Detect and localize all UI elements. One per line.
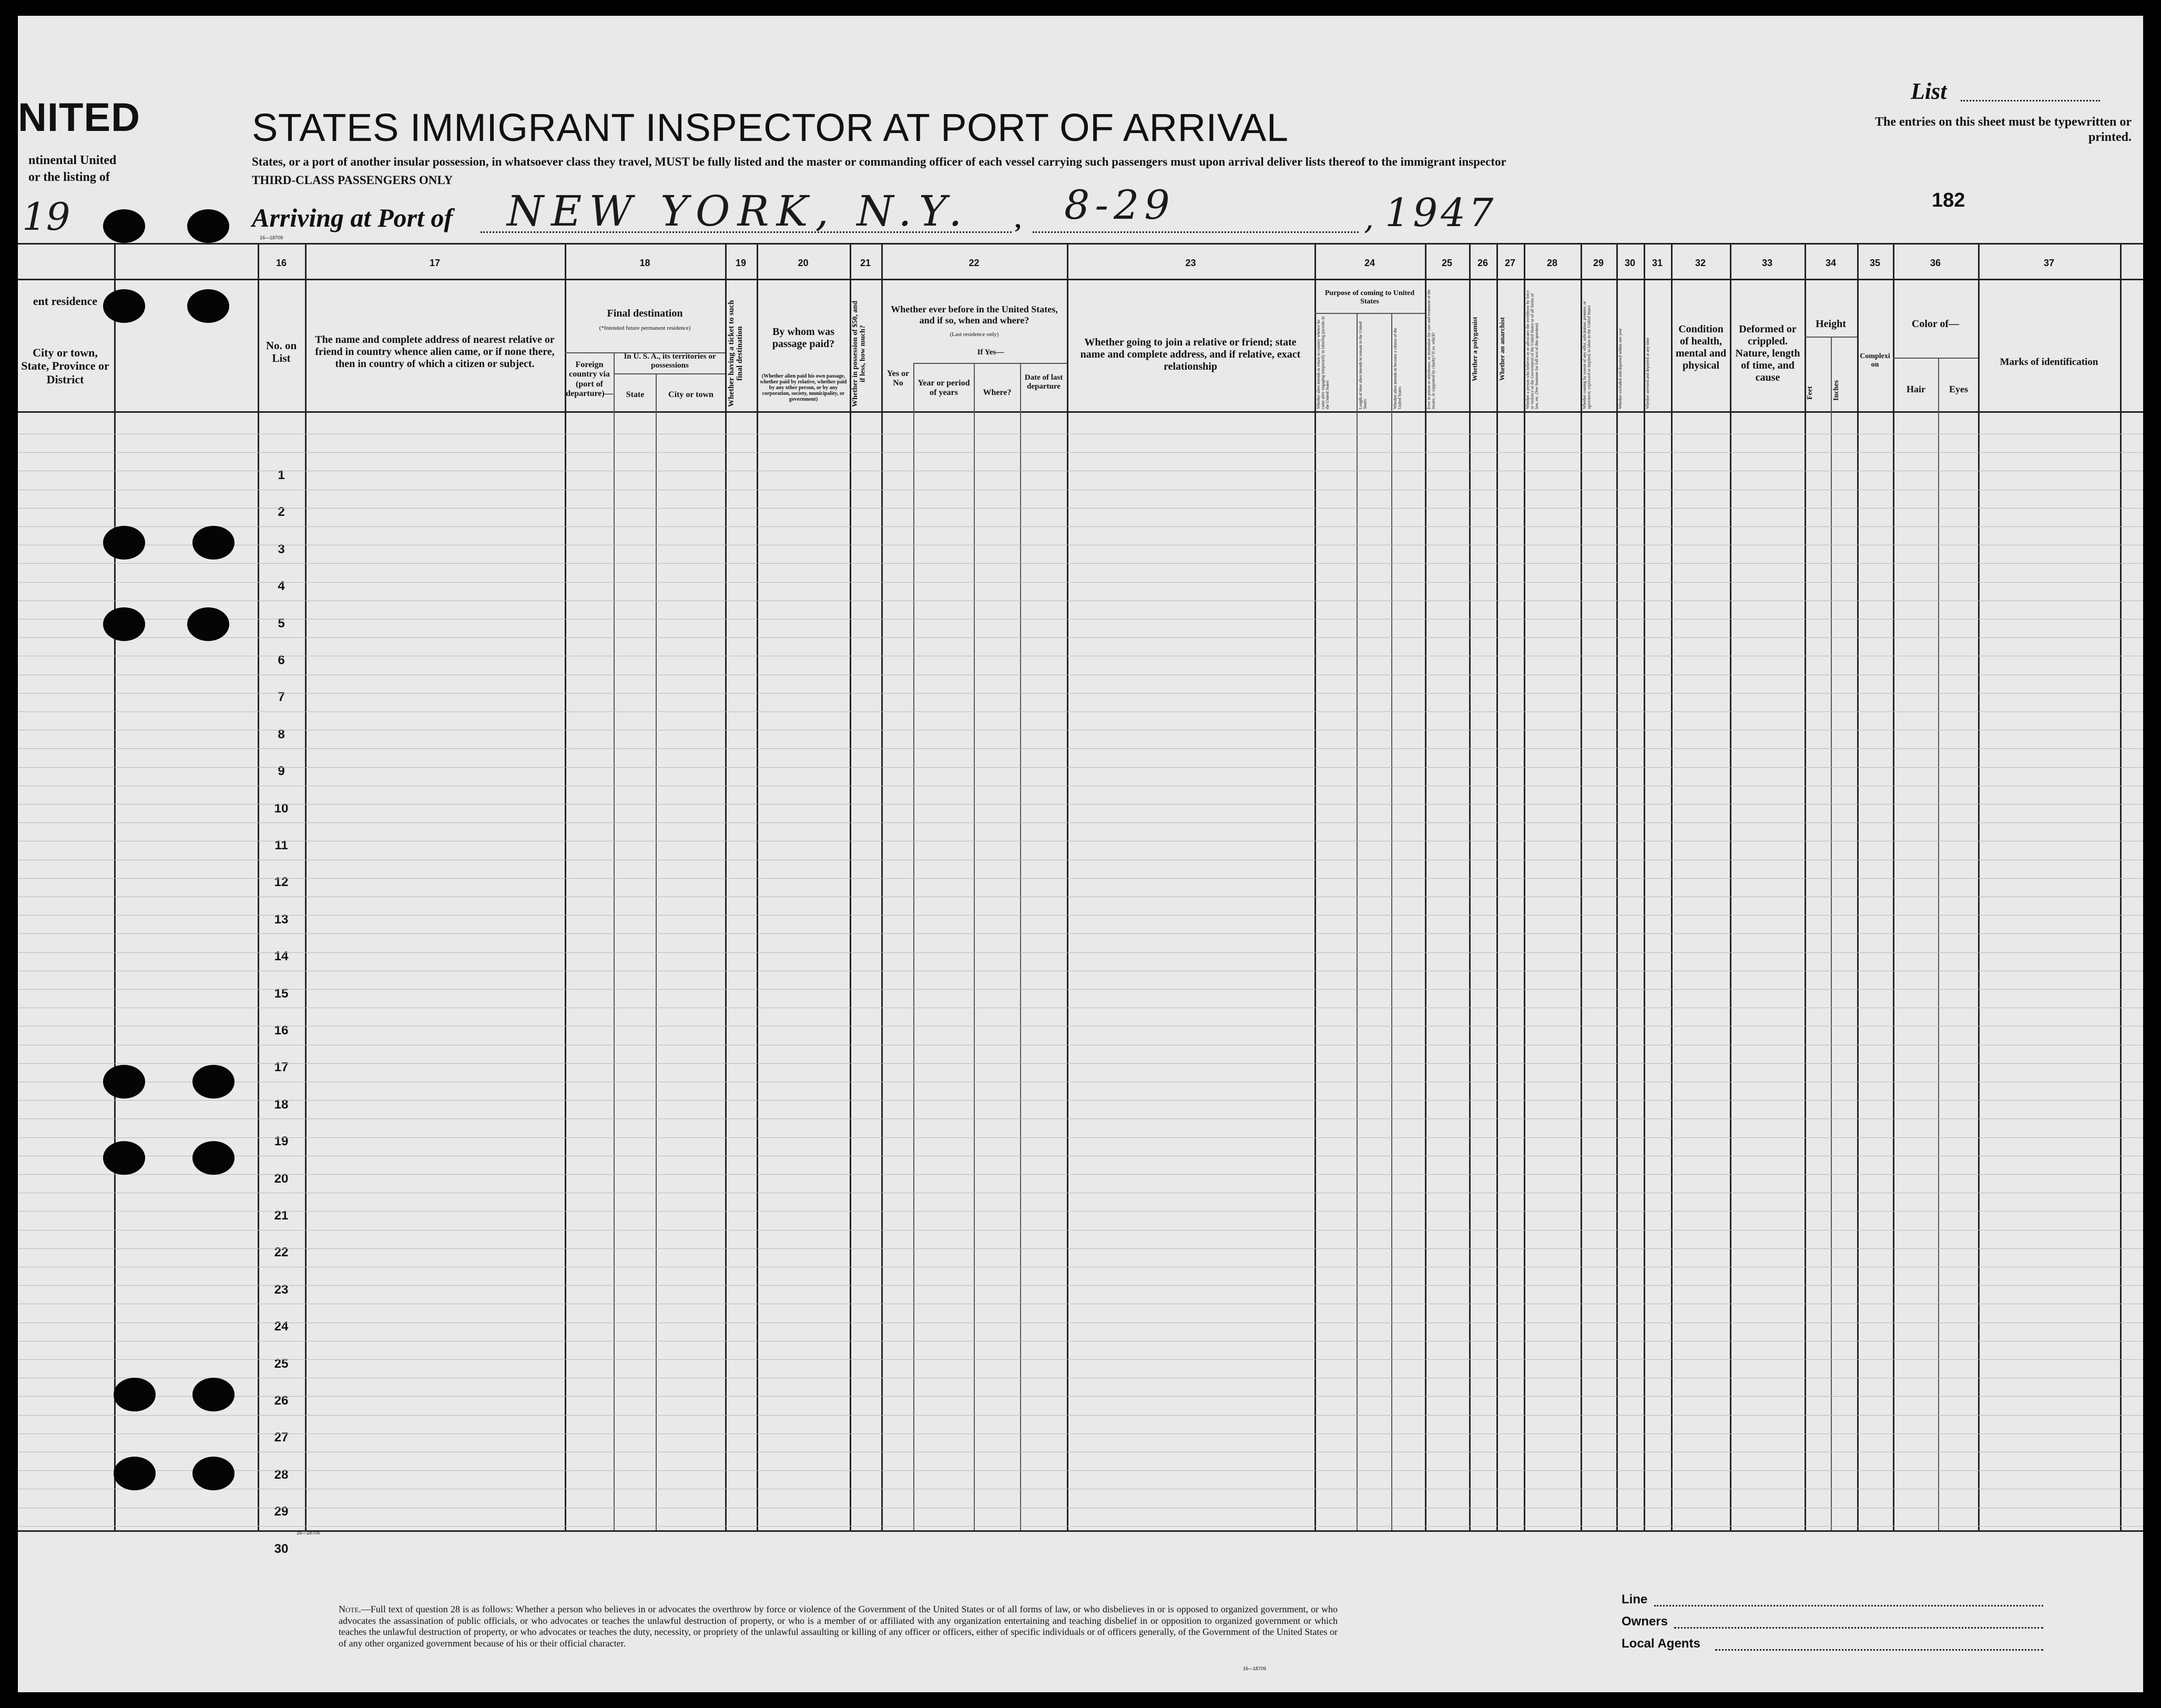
form-code-top: 16—18709	[260, 235, 283, 240]
left-page-text-2: or the listing of	[28, 170, 110, 184]
left-city-label: City or town, State, Province or District	[21, 346, 109, 386]
column-number-band-rule	[18, 279, 2143, 280]
col-25-header: Ever in prison or almshouse, or institution for care and treatment of the insane, or supported by charity? If so, which?	[1426, 289, 1436, 409]
row-rule	[18, 1285, 2143, 1286]
row-rule	[18, 952, 2143, 953]
punch-hole	[192, 1378, 235, 1411]
col-number-37: 37	[2043, 258, 2055, 268]
col-34-head-rule	[1805, 337, 1857, 338]
col-number-32: 32	[1695, 258, 1706, 268]
port-comma: ,	[1015, 206, 1021, 233]
row-number: 23	[274, 1282, 289, 1297]
col-18-city-header: City or town	[668, 390, 713, 399]
row-rule	[18, 452, 2143, 453]
col-number-25: 25	[1441, 258, 1453, 268]
punch-hole	[192, 526, 235, 560]
col-22-head-rule	[913, 363, 1067, 364]
row-rule	[18, 563, 2143, 564]
col-24-title: Purpose of coming to United States	[1324, 289, 1415, 306]
punch-hole	[187, 607, 229, 641]
col-36-hair-header: Hair	[1907, 384, 1925, 394]
row-number: 17	[274, 1060, 289, 1075]
col-22-year-right	[974, 363, 975, 1530]
row-rule	[18, 767, 2143, 768]
year-value[interactable]: 1947	[1385, 190, 1497, 236]
col-24-a-header: Whether alien intends to return to country whence he came after engaging temporarily in laboring pursuits in the United States	[1316, 316, 1330, 409]
date-field-line	[1033, 231, 1359, 233]
left-col-divider	[114, 243, 116, 1530]
line-label: Line	[1622, 1592, 1648, 1607]
year-comma: ,	[1364, 200, 1374, 237]
col-33-left	[1730, 243, 1731, 1530]
col-number-35: 35	[1869, 258, 1881, 268]
punch-hole	[114, 1378, 156, 1411]
col-18-subtitle: (*Intended future permanent residence)	[599, 325, 691, 331]
col-21-header: Whether in possession of $50, and if less, how much?	[851, 300, 867, 407]
col-20-header: By whom was passage paid?	[772, 326, 835, 350]
col-number-30: 30	[1624, 258, 1636, 268]
row-number: 10	[274, 801, 289, 816]
row-number: 4	[278, 579, 285, 594]
row-number: 11	[274, 838, 288, 852]
col-36-head-rule	[1893, 358, 1978, 359]
col-32-left	[1671, 243, 1673, 1530]
col-16-header: No. on List	[266, 339, 297, 365]
row-number: 3	[278, 542, 285, 556]
col-37-right	[2120, 243, 2122, 1530]
col-34-inches-header: Inches	[1832, 380, 1840, 401]
row-number: 9	[278, 764, 285, 779]
punch-hole	[103, 526, 145, 560]
table-bottom-rule	[18, 1530, 2143, 1532]
col-36-header: Color of—	[1911, 318, 1960, 330]
instructions-text: States, or a port of another insular possession, in whatsoever class they travel, MUST be fully listed and the master or commanding officer of each vessel carrying such passengers must upon arrival deliver lists thereof to the immigrant inspector	[252, 155, 1506, 168]
punch-hole	[103, 209, 145, 243]
row-rule	[18, 637, 2143, 638]
col-22-where-header: Where?	[983, 388, 1012, 397]
row-rule	[18, 1470, 2143, 1471]
date-value[interactable]: 8-29	[1064, 181, 1175, 228]
agents-label: Local Agents	[1622, 1636, 1700, 1651]
footnote	[339, 1604, 1338, 1649]
row-number: 16	[274, 1023, 289, 1038]
left-page-text-1: ntinental United	[28, 154, 117, 167]
col-28-header: Whether a person who believes in or advocates the overthrow by force or violence of the Government of the United States or of all forms of law, etc. (See footnote for full text of this question)	[1525, 290, 1539, 409]
col-number-27: 27	[1504, 258, 1516, 268]
col-34-header: Height	[1816, 318, 1846, 330]
col-29-header: Whether coming by reason of any offer, solicitation, promise, or agreement, expressed or implied, to labor in the United States	[1582, 301, 1592, 409]
row-rule	[18, 1359, 2143, 1360]
col-36-eyes-header: Eyes	[1949, 384, 1968, 394]
col-27-header: Whether an anarchist	[1498, 317, 1506, 381]
col-number-28: 28	[1546, 258, 1558, 268]
col-22-left	[881, 243, 883, 1530]
col-22-year-header: Year or period of years	[918, 379, 970, 398]
row-rule	[18, 822, 2143, 823]
page-title: STATES IMMIGRANT INSPECTOR AT PORT OF ARRIVAL	[252, 106, 1289, 149]
col-27-left	[1496, 243, 1498, 1530]
col-31-left	[1644, 243, 1645, 1530]
sheet-number: 182	[1932, 189, 1965, 211]
col-17-left	[305, 243, 307, 1530]
form-code-bottom: 16—18709	[297, 1530, 320, 1536]
col-24-left	[1314, 243, 1316, 1530]
arriving-label: Arriving at Port of	[252, 203, 453, 232]
col-number-17: 17	[429, 258, 441, 268]
col-30-header: Whether excluded and deported within one year	[1618, 328, 1623, 409]
col-22-header: Whether ever before in the United States, and if so, when and where?	[891, 304, 1058, 326]
col-number-26: 26	[1477, 258, 1489, 268]
owners-label: Owners	[1622, 1614, 1668, 1629]
col-34-left	[1805, 243, 1806, 1530]
row-rule	[18, 711, 2143, 712]
col-23-header: Whether going to join a relative or friend; state name and complete address, and if relative, exact relationship	[1080, 337, 1301, 372]
punch-hole	[192, 1457, 235, 1490]
row-rule	[18, 878, 2143, 879]
port-value[interactable]: NEW YORK, N.Y.	[507, 187, 970, 236]
agents-field[interactable]	[1715, 1649, 2043, 1651]
col-number-31: 31	[1652, 258, 1663, 268]
row-number: 22	[274, 1245, 289, 1260]
row-number: 21	[274, 1208, 289, 1223]
col-24-c-header: Whether alien intends to become a citizen of the United States	[1393, 328, 1402, 409]
col-23-left	[1067, 243, 1068, 1530]
punch-hole	[103, 1141, 145, 1175]
col-18-sub-rule	[614, 373, 725, 374]
punch-hole	[103, 607, 145, 641]
punch-hole	[192, 1141, 235, 1175]
row-number: 12	[274, 875, 289, 890]
col-24-head-rule	[1314, 313, 1425, 314]
row-number: 19	[274, 1134, 289, 1149]
col-37-left	[1978, 243, 1980, 1530]
row-number: 29	[274, 1504, 289, 1519]
col-number-18: 18	[639, 258, 650, 268]
list-label: List	[1911, 78, 1947, 104]
class-note: THIRD-CLASS PASSENGERS ONLY	[252, 174, 453, 187]
row-number: 5	[278, 616, 285, 631]
col-37-header: Marks of identification	[2000, 357, 2098, 368]
punch-hole	[187, 289, 229, 323]
col-22-yes-right	[913, 363, 914, 1530]
row-number: 24	[274, 1319, 289, 1334]
col-number-29: 29	[1593, 258, 1604, 268]
col-24-a-right	[1357, 313, 1358, 1530]
col-number-22: 22	[969, 258, 980, 268]
row-number: 30	[274, 1541, 289, 1556]
col-31-header: Whether arrested and deported at any time	[1645, 338, 1650, 409]
col-33-header: Deformed or crippled. Nature, length of time, and cause	[1735, 323, 1800, 383]
owners-field[interactable]	[1674, 1627, 2043, 1629]
col-19-left	[725, 243, 727, 1530]
row-number: 25	[274, 1356, 289, 1371]
footnote-label: Note.	[339, 1604, 361, 1614]
row-rule	[18, 989, 2143, 990]
punch-hole	[192, 1065, 235, 1099]
row-number: 28	[274, 1467, 289, 1482]
row-number: 27	[274, 1430, 289, 1445]
row-rule	[18, 1174, 2143, 1175]
col-18-foreign-header: Foreign country via (port of departure)—	[566, 360, 613, 399]
col-18-foreign-right	[614, 352, 615, 1530]
col-36-hair-right	[1938, 358, 1939, 1530]
col-19-header: Whether having a ticket to such final destination	[727, 300, 744, 408]
row-rule	[18, 1063, 2143, 1064]
col-16-left	[258, 243, 259, 1530]
col-20-subheader: (Whether alien paid his own passage, whether paid by relative, whether paid by any other person, or by any corporation, society, municipality, or government)	[760, 373, 847, 402]
col-number-33: 33	[1761, 258, 1773, 268]
col-24-b-right	[1391, 313, 1392, 1530]
col-20-left	[757, 243, 758, 1530]
punch-hole	[103, 289, 145, 323]
punch-hole	[114, 1457, 156, 1490]
col-number-19: 19	[735, 258, 747, 268]
list-field-line	[1961, 100, 2100, 101]
col-number-24: 24	[1364, 258, 1375, 268]
col-22-ifyes-header: If Yes—	[977, 348, 1004, 357]
col-24-b-header: Length of time alien intends to remain in the United States	[1358, 321, 1368, 409]
line-field[interactable]	[1654, 1605, 2043, 1607]
col-30-left	[1616, 243, 1618, 1530]
left-page-title-fragment: NITED	[18, 95, 140, 140]
col-22-date-header: Date of last departure	[1024, 373, 1063, 391]
row-rule	[18, 1211, 2143, 1212]
col-number-20: 20	[798, 258, 809, 268]
col-18-title: Final destination	[607, 308, 683, 319]
row-rule	[18, 804, 2143, 805]
row-rule	[18, 526, 2143, 527]
col-29-left	[1581, 243, 1582, 1530]
row-rule	[18, 1396, 2143, 1397]
row-number: 8	[278, 727, 285, 741]
row-number: 15	[274, 986, 289, 1001]
row-number: 1	[278, 468, 285, 482]
row-number: 13	[274, 912, 289, 927]
entries-note: The entries on this sheet must be typewritten or printed.	[1875, 115, 2132, 144]
row-number: 2	[278, 505, 285, 520]
table-top-rule	[18, 243, 2143, 245]
row-number: 20	[274, 1171, 289, 1186]
row-number: 18	[274, 1097, 289, 1112]
row-number: 6	[278, 653, 285, 667]
col-number-23: 23	[1185, 258, 1196, 268]
col-number-21: 21	[860, 258, 871, 268]
col-34-feet-header: Feet	[1806, 386, 1814, 400]
col-26-left	[1469, 243, 1471, 1530]
punch-hole	[103, 1065, 145, 1099]
col-32-header: Condition of health, mental and physical	[1675, 323, 1727, 371]
row-rule	[18, 582, 2143, 583]
left-page-handwritten: 19	[22, 195, 70, 239]
col-22-yesno-header: Yes or No	[886, 369, 910, 388]
footnote-code: 16—18709	[1243, 1666, 1267, 1671]
col-18-state-header: State	[626, 390, 645, 399]
row-rule	[18, 1230, 2143, 1231]
col-18-usa-header: In U. S. A., its territories or possessions	[624, 352, 716, 370]
col-22-subheader: (Last residence only)	[950, 331, 999, 338]
col-number-34: 34	[1825, 258, 1837, 268]
col-25-left	[1425, 243, 1426, 1530]
row-rule	[18, 1137, 2143, 1138]
col-26-header: Whether a polygamist	[1471, 317, 1479, 382]
col-35-left	[1857, 243, 1859, 1530]
left-residence-label: ent residence	[33, 294, 98, 308]
footnote-text: —Full text of question 28 is as follows: Whether a person who believes in or advocates the overthrow by force or violence of the Government of the United States or of all forms of law, or who disbelieves in or is opposed to organized government, or who advocates the assassination of public officials, or who advocates or teaches the unlawful destruction of property, or who is a member of or affiliated with any organization entertaining and teaching disbelief in or opposition to organized government or which teaches the unlawful destruction of property, or who advocates or teaches the duty, necessity, or propriety of the unlawful assaulting or killing of any officer or officers, either of specific individuals or of officers generally, of the Government of the United States or of any other organized government because of his or their official character.	[339, 1604, 1338, 1649]
row-number: 14	[274, 949, 289, 964]
row-number: 7	[278, 690, 285, 705]
col-17-header: The name and complete address of nearest relative or friend in country whence alien came, or if none there, then in country of which a citizen or subject.	[315, 334, 555, 370]
col-28-left	[1524, 243, 1525, 1530]
row-rule	[18, 508, 2143, 509]
row-rule	[18, 933, 2143, 934]
col-36-left	[1893, 243, 1894, 1530]
col-number-16: 16	[276, 258, 287, 268]
row-rule	[18, 915, 2143, 916]
row-rule	[18, 1415, 2143, 1416]
row-rule	[18, 1100, 2143, 1101]
col-22-where-right	[1020, 363, 1021, 1530]
col-21-left	[850, 243, 851, 1530]
row-number: 26	[274, 1394, 289, 1408]
col-18-left	[565, 243, 566, 1530]
row-rule	[18, 748, 2143, 749]
row-rule	[18, 1248, 2143, 1249]
punch-hole	[187, 209, 229, 243]
row-rule	[18, 693, 2143, 694]
row-rule	[18, 1526, 2143, 1527]
header-bottom-rule	[18, 411, 2143, 413]
manifest-sheet	[18, 16, 2143, 1692]
col-number-36: 36	[1930, 258, 1941, 268]
col-35-header: Complexion	[1860, 352, 1890, 369]
